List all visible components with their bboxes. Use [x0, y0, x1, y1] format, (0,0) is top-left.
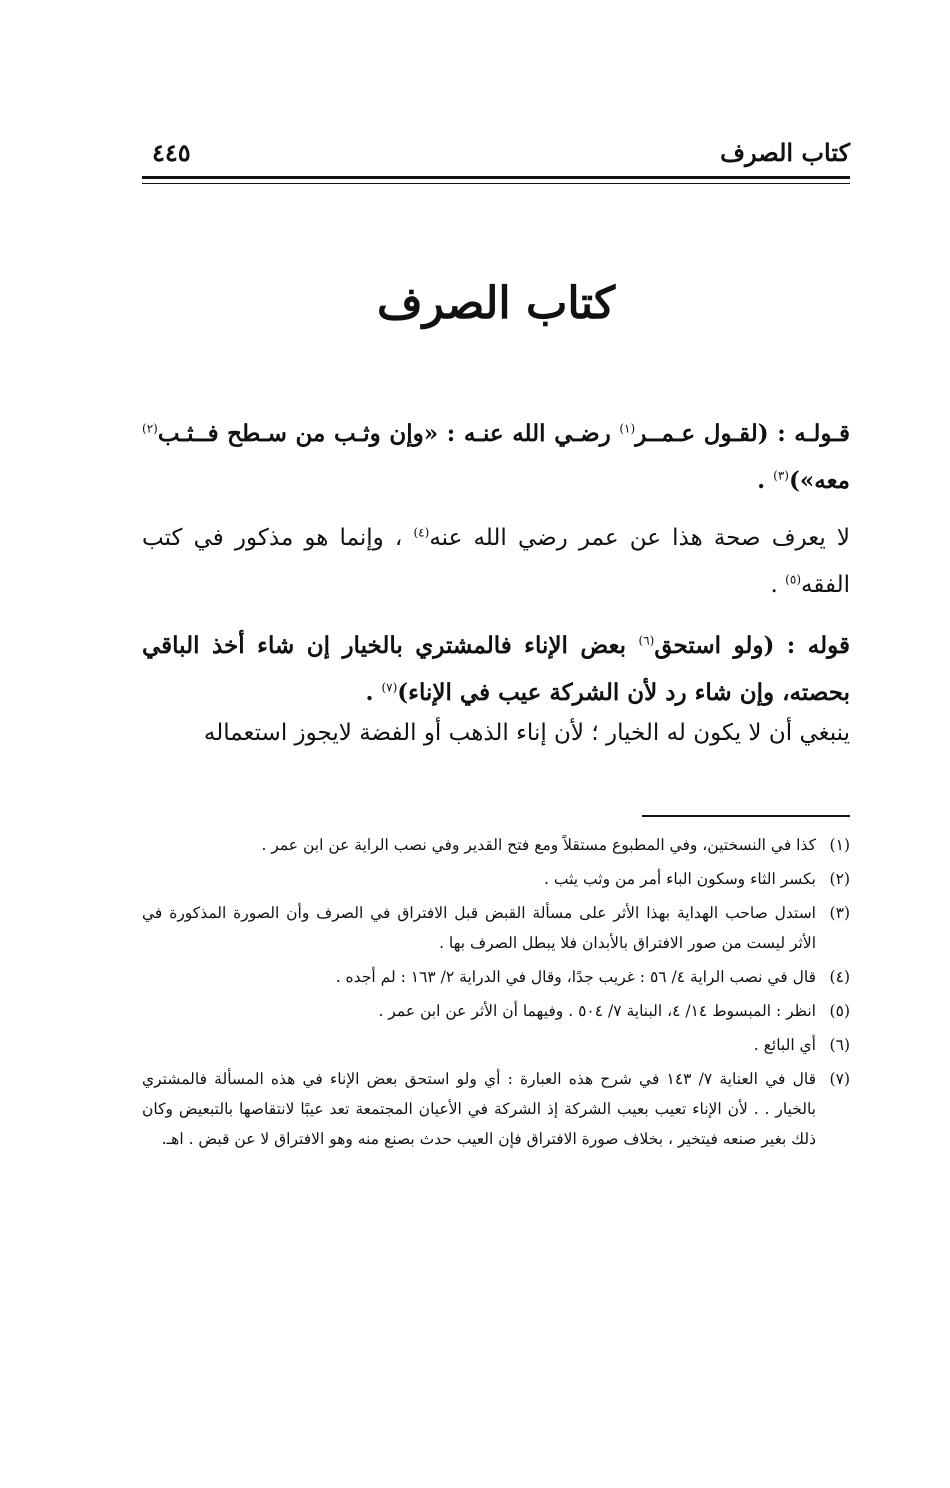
paragraph-quote-1 [142, 410, 850, 504]
footnote-item [142, 830, 850, 860]
footnote-ref: (٢) [142, 421, 158, 436]
footnote-number: (٤) [829, 968, 850, 986]
paragraph-quote-2 [142, 622, 850, 716]
footnote-ref: (٦) [638, 633, 655, 648]
footnote-text: أي البائع . [753, 1036, 816, 1054]
running-header [142, 134, 850, 174]
running-header-title: كتاب الصرف [720, 138, 850, 167]
footnote-item [142, 898, 850, 958]
footnote-number: (٦) [829, 1036, 850, 1054]
text-segment: ، وإنما هو مذكور في كتب الفقه [142, 525, 850, 598]
footnote-text: استدل صاحب الهداية بهذا الأثر على مسألة القبض قبل الافتراق في الصرف وأن الصورة المذكورة في الأثر ليست من صور الافتراق بالأبدان فلا يبطل الصرف بها . [142, 904, 816, 952]
page-number: ٤٤٥ [152, 138, 191, 167]
footnote-separator [642, 815, 850, 817]
text-segment: . [365, 679, 382, 706]
footnote-text: بكسر الثاء وسكون الباء أمر من وثب يثب . [544, 870, 816, 888]
footnote-number: (٧) [829, 1070, 850, 1088]
footnote-text: قال في العناية ٧/ ١٤٣ في شرح هذه العبارة : أي ولو استحق بعض الإناء في هذه المسألة فالمشتري بالخيار . . لأن الإناء تعيب بعيب الشركة إذ الشركة في الأعيان المجتمعة تعد عيبًا لانتقاصها بالتبعيض وكان ذلك بغير صنعه فيتخير ، بخلاف صورة الافتراق فإن العيب حدث بصنع منه وهو الافتراق لا عن قبض . اهـ. [142, 1070, 816, 1148]
header-rule-thick [142, 176, 850, 179]
text-segment: بعض الإناء فالمشتري بالخيار إن شاء أخذ الباقي بحصته، وإن شاء رد لأن الشركة عيب في الإناء) [142, 632, 850, 706]
footnote-item [142, 996, 850, 1026]
text-segment: قوله : (ولو استحق [654, 632, 850, 659]
footnote-ref: (١) [619, 421, 636, 436]
header-rule-thin [142, 183, 850, 184]
footnote-item [142, 864, 850, 894]
footnote-text: كذا في النسختين، وفي المطبوع مستقلاً ومع فتح القدير وفي نصب الراية عن ابن عمر . [261, 836, 816, 854]
footnote-text: قال في نصب الراية ٤/ ٥٦ : غريب جدًا، وقال في الدراية ٢/ ١٦٣ : لم أجده . [335, 968, 816, 986]
text-segment: رضـي الله عنـه : «وإن وثـب من سـطح فــثـب [157, 420, 620, 447]
footnote-number: (١) [829, 836, 850, 854]
text-segment: . [770, 572, 786, 598]
footnote-item [142, 1064, 850, 1154]
footnote-item [142, 1030, 850, 1060]
chapter-title: كتاب الصرف [376, 278, 616, 329]
footnote-ref: (٧) [381, 680, 398, 695]
text-segment: لا يعرف صحة هذا عن عمر رضي الله عنه [429, 525, 850, 551]
footnote-text: انظر : المبسوط ١٤/ ٤، البناية ٧/ ٥٠٤ . وفيهما أن الأثر عن ابن عمر . [378, 1002, 816, 1020]
footnote-ref: (٤) [413, 525, 430, 540]
footnote-number: (٥) [829, 1002, 850, 1020]
footnote-number: (٢) [829, 870, 850, 888]
footnote-ref: (٣) [773, 468, 789, 483]
footnote-ref: (٥) [785, 572, 801, 587]
text-segment: . [757, 467, 774, 494]
text-segment: ينبغي أن لا يكون له الخيار ؛ لأن إناء الذهب أو الفضة لايجوز استعماله [203, 720, 850, 746]
footnote-number: (٣) [829, 904, 850, 922]
paragraph-commentary-2 [142, 710, 850, 757]
text-segment: معه») [788, 467, 850, 494]
paragraph-commentary-1 [142, 515, 850, 609]
footnotes [142, 830, 850, 1158]
text-segment: قـولـه : (لقـول عـمــر [635, 420, 850, 447]
footnote-item [142, 962, 850, 992]
